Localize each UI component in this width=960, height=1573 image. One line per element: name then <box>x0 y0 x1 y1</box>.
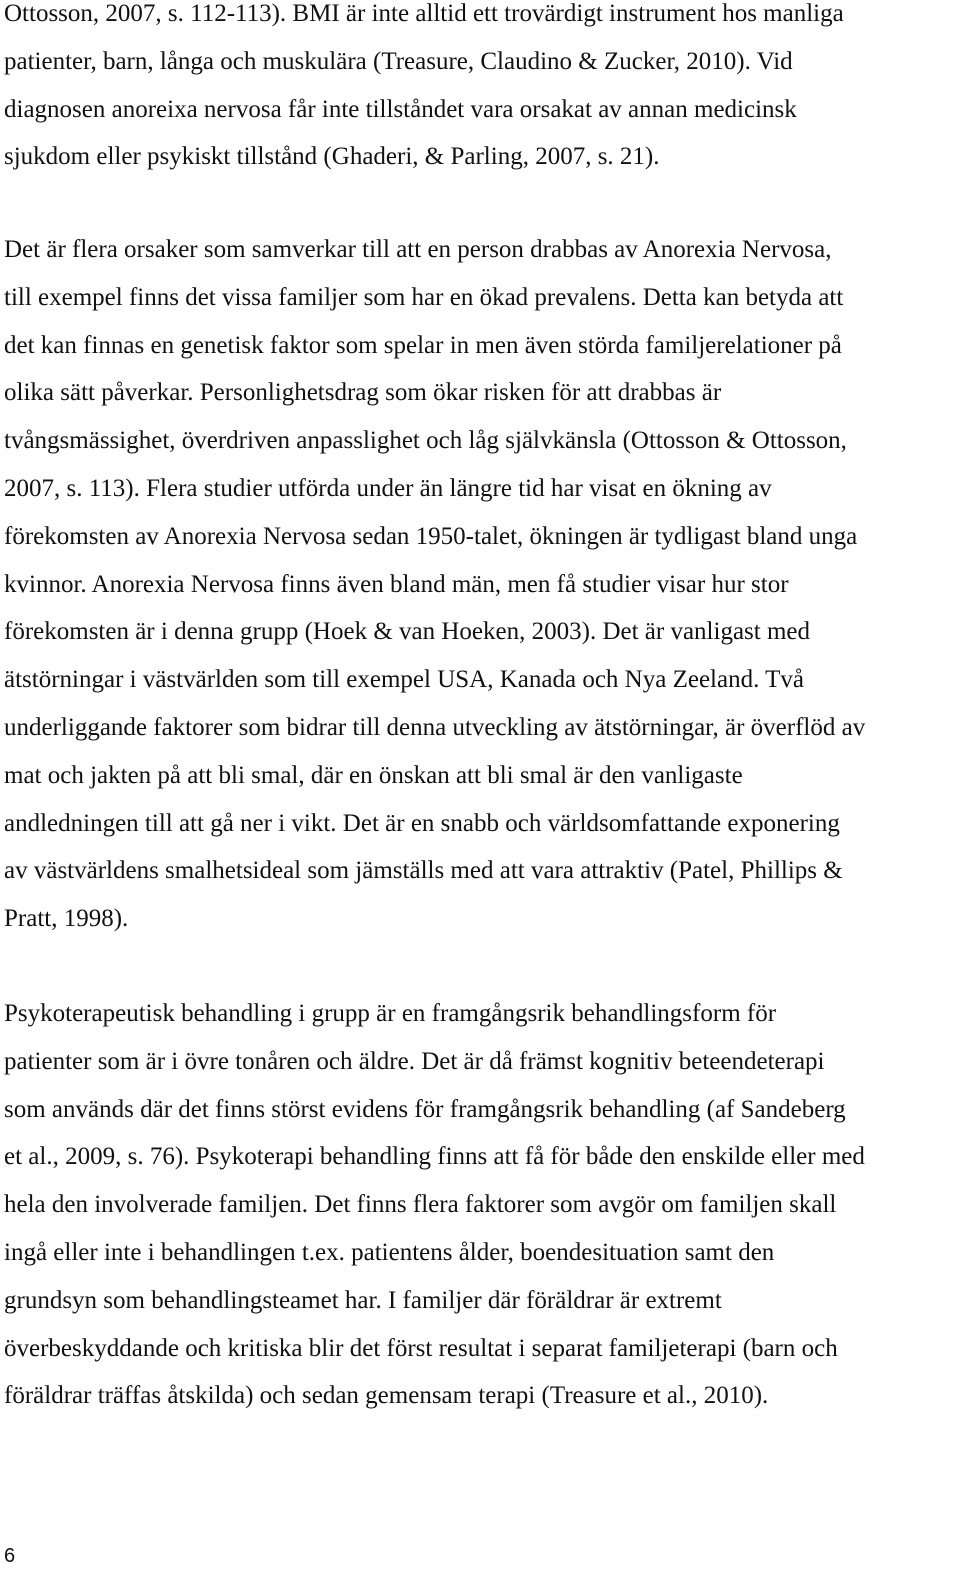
text-line: 2007, s. 113). Flera studier utförda under än längre tid har visat en ökning av <box>4 474 772 502</box>
text-line: patienter som är i övre tonåren och äldre. Det är då främst kognitiv beteendeterapi <box>4 1047 825 1075</box>
text-line: ingå eller inte i behandlingen t.ex. patientens ålder, boendesituation samt den <box>4 1238 775 1266</box>
text-line: Det är flera orsaker som samverkar till att en person drabbas av Anorexia Nervosa, <box>4 236 832 263</box>
text-line: tvångsmässighet, överdriven anpasslighet och låg självkänsla (Ottosson & Ottosson, <box>4 427 847 455</box>
text-line: förekomsten är i denna grupp (Hoek & van Hoeken, 2003). Det är vanligast med <box>4 618 811 646</box>
text-line: hela den involverade familjen. Det finns flera faktorer som avgör om familjen skall <box>4 1191 837 1219</box>
text-line: patienter, barn, långa och muskulära (Treasure, Claudino & Zucker, 2010). Vid <box>4 47 793 75</box>
text-line: underliggande faktorer som bidrar till denna utveckling av ätstörningar, är överflöd av <box>4 713 866 741</box>
text-line: sjukdom eller psykiskt tillstånd (Ghaderi, & Parling, 2007, s. 21). <box>4 143 660 171</box>
text-line: till exempel finns det vissa familjer som har en ökad prevalens. Detta kan betyda att <box>4 283 844 311</box>
text-line: andledningen till att gå ner i vikt. Det är en snabb och världsomfattande exponering <box>4 809 840 837</box>
text-line: olika sätt påverkar. Personlighetsdrag som ökar risken för att drabbas är <box>4 379 722 407</box>
text-line: det kan finnas en genetisk faktor som spelar in men även störda familjerelationer på <box>4 331 842 359</box>
text-line: diagnosen anoreixa nervosa får inte tillståndet vara orsakat av annan medicinsk <box>4 95 797 123</box>
page-number: 6 <box>4 1545 16 1567</box>
text-line: Pratt, 1998). <box>4 905 129 933</box>
text-line: Ottosson, 2007, s. 112-113). BMI är inte alltid ett trovärdigt instrument hos manliga <box>4 0 844 27</box>
text-line: mat och jakten på att bli smal, där en önskan att bli smal är den vanligaste <box>4 761 743 789</box>
paragraph-treatment <box>4 1000 865 1430</box>
text-line: överbeskyddande och kritiska blir det först resultat i separat familjeterapi (barn och <box>4 1334 838 1362</box>
text-line: av västvärldens smalhetsideal som jämställs med att vara attraktiv (Patel, Phillips & <box>4 857 843 885</box>
text-line: som används där det finns störst evidens för framgångsrik behandling (af Sandeberg <box>4 1095 846 1123</box>
text-line: grundsyn som behandlingsteamet har. I familjer där föräldrar är extremt <box>4 1286 722 1314</box>
text-line: et al., 2009, s. 76). Psykoterapi behandling finns att få för både den enskilde eller med <box>4 1143 865 1171</box>
text-line: ätstörningar i västvärlden som till exempel USA, Kanada och Nya Zeeland. Två <box>4 666 804 694</box>
text-line: föräldrar träffas åtskilda) och sedan gemensam terapi (Treasure et al., 2010). <box>4 1382 769 1410</box>
paragraph-causes <box>4 236 865 953</box>
text-line: Psykoterapeutisk behandling i grupp är en framgångsrik behandlingsform för <box>4 1000 777 1027</box>
text-line: förekomsten av Anorexia Nervosa sedan 1950-talet, ökningen är tydligast bland unga <box>4 522 858 550</box>
text-line: kvinnor. Anorexia Nervosa finns även bland män, men få studier visar hur stor <box>4 570 789 598</box>
paragraph-bmi-diagnosis <box>4 0 844 191</box>
